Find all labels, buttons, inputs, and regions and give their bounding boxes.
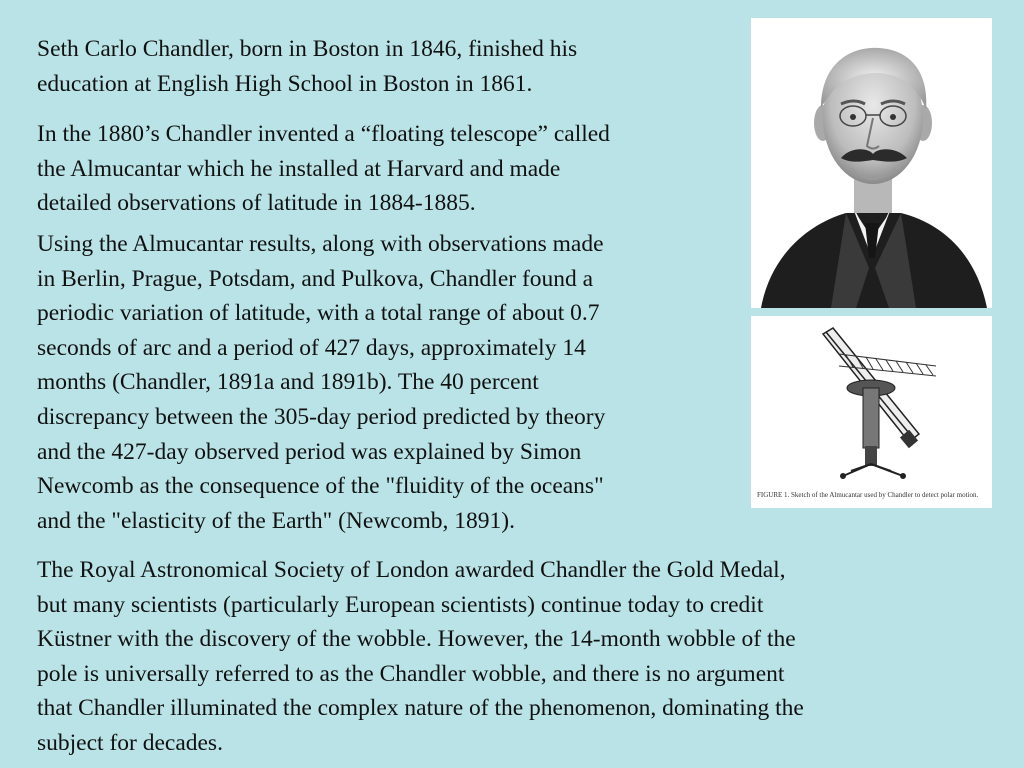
almucantar-figure — [751, 316, 992, 508]
paragraph-chandler-wobble: The Royal Astronomical Society of London awarded Chandler the Gold Medal, but many scientists (particularly European scientists) continue today to credit Küstner with the discovery of the wobble. However, the 14-month wobble of the pole is universally referred to as the Chandler wobble, and there is no argument that Chandler illuminated the complex nature of the phenomenon, dominating the subject for decades. — [37, 557, 804, 756]
almucantar-sketch — [751, 316, 992, 491]
figure-caption: FIGURE 1. Sketch of the Almucantar used by Chandler to detect polar motion. — [757, 491, 979, 499]
paragraph-almucantar-invention: In the 1880’s Chandler invented a “floating telescope” called the Almucantar which he installed at Harvard and made detailed observations of latitude in 1884-1885. — [37, 121, 610, 217]
chandler-portrait-photo — [751, 18, 992, 308]
portrait-illustration — [751, 18, 992, 308]
paragraph-latitude-variation: Using the Almucantar results, along with observations made in Berlin, Prague, Potsdam, and Pulkova, Chandler found a periodic variation of latitude, with a total range of about 0.7 seconds of arc and a period of 427 days, approximately 14 months (Chandler, 1891a and 1891b). The 40 percent discrepancy between the 305-day period predicted by theory and the 427-day observed period was explained by Simon Newcomb as the consequence of the "fluidity of the oceans" and the "elasticity of the Earth" (Newcomb, 1891). — [37, 231, 606, 534]
paragraph-chandler-birth: Seth Carlo Chandler, born in Boston in 1846, finished his education at English High School in Boston in 1861. — [37, 36, 578, 97]
